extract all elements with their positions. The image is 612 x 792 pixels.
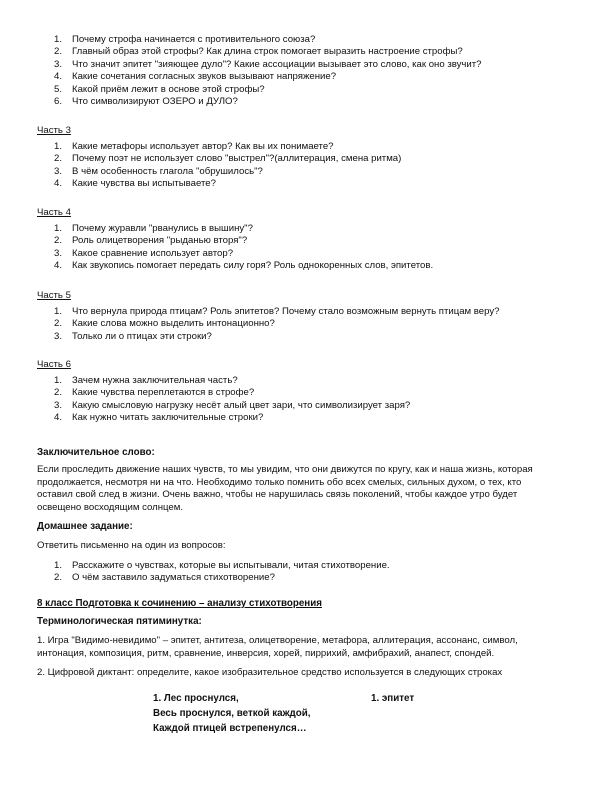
list-item-text: Почему строфа начинается с противительного союза?	[72, 34, 316, 45]
part4-list	[37, 223, 577, 273]
list-item-text: Зачем нужна заключительная часть?	[72, 375, 238, 386]
list-item-number: 4.	[54, 412, 63, 424]
term-heading: Терминологическая пятиминутка:	[37, 616, 202, 627]
list-item	[37, 84, 577, 96]
list-item	[37, 260, 577, 272]
list-item-number: 4.	[54, 260, 63, 272]
list-item	[37, 59, 577, 71]
text-line: интонация, композиция, ритм, сравнение, инверсия, хорей, пиррихий, амфибрахий, анапест, спондей.	[37, 647, 495, 659]
list-item	[37, 412, 577, 424]
list-item-number: 5.	[54, 83, 63, 95]
list-item-text: Главный образ этой строфы? Как длина строк помогает выразить настроение строфы?	[72, 46, 463, 58]
list-item-number: 3.	[54, 399, 63, 411]
list-item	[37, 572, 577, 584]
list-item-number: 1.	[54, 34, 63, 45]
list-item-number: 2.	[54, 235, 63, 247]
list-item	[37, 178, 577, 190]
list-item-text: Только ли о птицах эти строки?	[72, 330, 212, 342]
list-item-number: 2.	[54, 318, 63, 330]
text-line: оставил свой след в жизни. Очень важно, чтобы не нарушилась связь поколений, чтобы каждое утро будет	[37, 489, 518, 501]
list-item-text: Какое сравнение использует автор?	[72, 247, 234, 259]
conclusion-section	[37, 447, 577, 514]
list-item-number: 1.	[54, 559, 63, 571]
list-item	[37, 223, 577, 235]
list-item-number: 1.	[54, 306, 63, 317]
list-item-number: 2.	[54, 572, 63, 583]
part2-list	[37, 34, 577, 108]
poem-lines	[153, 691, 311, 736]
list-item	[37, 375, 577, 387]
list-item-text: Какие метафоры использует автор? Как вы их понимаете?	[72, 141, 334, 152]
list-item	[37, 318, 577, 330]
homework-title: Домашнее задание:	[37, 521, 133, 532]
list-item	[37, 141, 577, 153]
grade8-heading: 8 класс Подготовка к сочинению – анализу стихотворения	[37, 598, 322, 609]
game-text	[37, 635, 577, 660]
list-item-text: Расскажите о чувствах, которые вы испытывали, читая стихотворение.	[72, 559, 390, 571]
list-item-number: 3.	[54, 330, 63, 342]
list-item-text: О чём заставило задуматься стихотворение?	[72, 572, 275, 583]
list-item-number: 3.	[54, 165, 63, 177]
list-item-text: В чём особенность глагола "обрушилось"?	[72, 165, 263, 177]
list-item-number: 3.	[54, 58, 63, 70]
grade8-section	[37, 598, 577, 680]
list-item-text: Как звукопись помогает передать силу горя? Роль однокоренных слов, эпитетов.	[72, 260, 434, 272]
poem-answer: 1. эпитет	[371, 693, 415, 704]
part5-section	[37, 290, 577, 343]
list-item-text: Какие чувства вы испытываете?	[72, 178, 216, 190]
part5-title: Часть 5	[37, 290, 71, 301]
text-line: Весь проснулся, веткой каждой,	[153, 708, 311, 719]
part3-title: Часть 3	[37, 125, 71, 136]
list-item-text: Что символизируют ОЗЕРО и ДУЛО?	[72, 96, 238, 108]
list-item-text: Почему поэт не использует слово "выстрел"?(аллитерация, смена ритма)	[72, 153, 402, 165]
conclusion-text	[37, 464, 577, 514]
part4-section	[37, 207, 577, 273]
list-item	[37, 235, 577, 247]
list-item	[37, 71, 577, 83]
list-item-number: 2.	[54, 153, 63, 165]
homework-intro: Ответить письменно на один из вопросов:	[37, 540, 226, 551]
list-item	[37, 560, 577, 572]
dictation-text: 2. Цифровой диктант: определите, какое изобразительное средство используется в следующих строках	[37, 667, 503, 679]
list-item	[37, 166, 577, 178]
part3-list	[37, 141, 577, 191]
homework-list	[37, 560, 577, 585]
list-item	[37, 96, 577, 108]
part3-section	[37, 125, 577, 191]
list-item-text: Какие слова можно выделить интонационно?	[72, 318, 275, 330]
text-line: 1. Лес проснулся,	[153, 693, 239, 704]
conclusion-title: Заключительное слово:	[37, 447, 155, 458]
part6-list	[37, 375, 577, 425]
list-item-number: 1.	[54, 223, 63, 234]
text-line: продолжается, несмотря ни на что. Необходимо только помнить обо всех смелых, сильных духом, о тех, кто	[37, 476, 522, 488]
list-item-number: 2.	[54, 46, 63, 58]
list-item-number: 1.	[54, 375, 63, 386]
homework-section	[37, 521, 577, 584]
list-item-number: 1.	[54, 141, 63, 152]
list-item-number: 6.	[54, 96, 63, 108]
list-item-text: Как нужно читать заключительные строки?	[72, 412, 264, 424]
part6-title: Часть 6	[37, 359, 71, 370]
part5-list	[37, 306, 577, 343]
list-item	[37, 306, 577, 318]
list-item	[37, 387, 577, 399]
part6-section	[37, 359, 577, 425]
text-line: Если проследить движение наших чувств, то мы увидим, что они движутся по кругу, как и наша жизнь, которая	[37, 464, 533, 475]
list-item-number: 4.	[54, 178, 63, 190]
text-line: Каждой птицей встрепенулся…	[153, 723, 307, 734]
list-item	[37, 248, 577, 260]
list-item	[37, 34, 577, 46]
list-item-text: Роль олицетворения "рыданью вторя"?	[72, 235, 248, 247]
list-item	[37, 46, 577, 58]
list-item	[37, 400, 577, 412]
list-item-text: Что значит эпитет "зияющее дуло"? Какие ассоциации вызывает это слово, как оно звучит?	[72, 58, 482, 70]
part2-section	[37, 34, 577, 108]
list-item	[37, 153, 577, 165]
list-item-number: 4.	[54, 71, 63, 83]
list-item-text: Что вернула природа птицам? Роль эпитетов? Почему стало возможным вернуть птицам веру?	[72, 306, 500, 317]
list-item-text: Какие сочетания согласных звуков вызывают напряжение?	[72, 71, 337, 83]
list-item-number: 3.	[54, 247, 63, 259]
list-item-text: Почему журавли "рванулись в вышину"?	[72, 223, 253, 234]
part4-title: Часть 4	[37, 207, 71, 218]
list-item-number: 2.	[54, 387, 63, 399]
text-line: освещено восходящим солнцем.	[37, 501, 184, 513]
list-item	[37, 331, 577, 343]
text-line: 1. Игра "Видимо-невидимо" – эпитет, антитеза, олицетворение, метафора, аллитерация, ассонанс, символ,	[37, 635, 518, 646]
list-item-text: Какие чувства переплетаются в строфе?	[72, 387, 255, 399]
list-item-text: Какую смысловую нагрузку несёт алый цвет зари, что символизирует заря?	[72, 399, 411, 411]
list-item-text: Какой приём лежит в основе этой строфы?	[72, 83, 265, 95]
